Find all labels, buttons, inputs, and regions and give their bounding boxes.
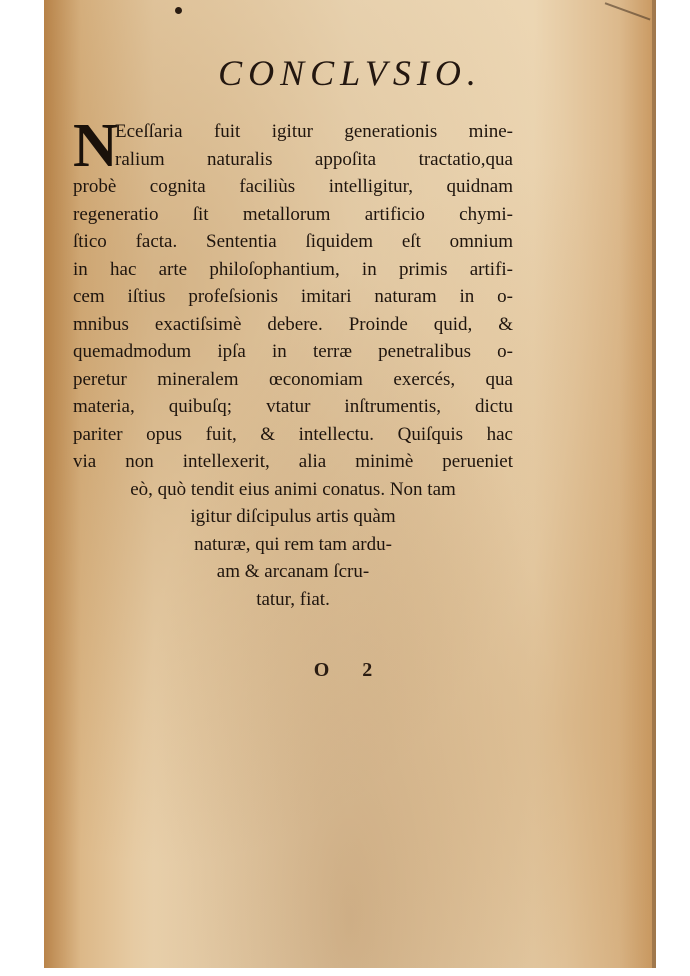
text-line: ſtico facta. Sententia ſiquidem eſt omnium	[73, 231, 513, 252]
text-line: quemadmodum ipſa in terræ penetralibus o-	[73, 341, 513, 362]
text-line: in hac arte philoſophantium, in primis artifi-	[73, 258, 513, 280]
signature-mark: O 2	[313, 659, 387, 681]
text-line: Eceſſaria fuit igitur generationis mine-	[115, 121, 513, 142]
ink-dot	[175, 7, 182, 14]
text-line: naturæ, qui rem tam ardu-	[194, 533, 392, 555]
text-line: igitur diſcipulus artis quàm	[190, 506, 396, 527]
text-line: materia, quibuſq; vtatur inſtrumentis, dictu	[73, 396, 513, 417]
text-line: mnibus exactiſsimè debere. Proinde quid, &	[73, 313, 513, 335]
book-page	[44, 0, 656, 968]
body-text	[73, 112, 513, 613]
page-edge	[652, 0, 656, 968]
text-line: regeneratio ſit metallorum artificio chymi-	[73, 203, 513, 225]
text-line: via non intellexerit, alia minimè perueniet	[73, 451, 513, 472]
text-line: peretur mineralem œconomiam exercés, qua	[73, 368, 513, 390]
text-line: pariter opus fuit, & intellectu. Quiſquis hac	[73, 423, 513, 445]
page-corner-fold	[605, 0, 656, 21]
page-title: CONCLVSIO.	[218, 53, 482, 93]
drop-cap: N	[73, 112, 118, 180]
text-line: tatur, fiat.	[256, 588, 330, 610]
text-line: eò, quò tendit eius animi conatus. Non tam	[130, 478, 456, 500]
text-line: cem iſtius profeſsionis imitari naturam in o-	[73, 286, 513, 307]
text-line: am & arcanam ſcru-	[216, 561, 370, 582]
text-line: probè cognita faciliùs intelligitur, quidnam	[73, 176, 513, 197]
text-line: ralium naturalis appoſita tractatio,qua	[115, 148, 513, 170]
